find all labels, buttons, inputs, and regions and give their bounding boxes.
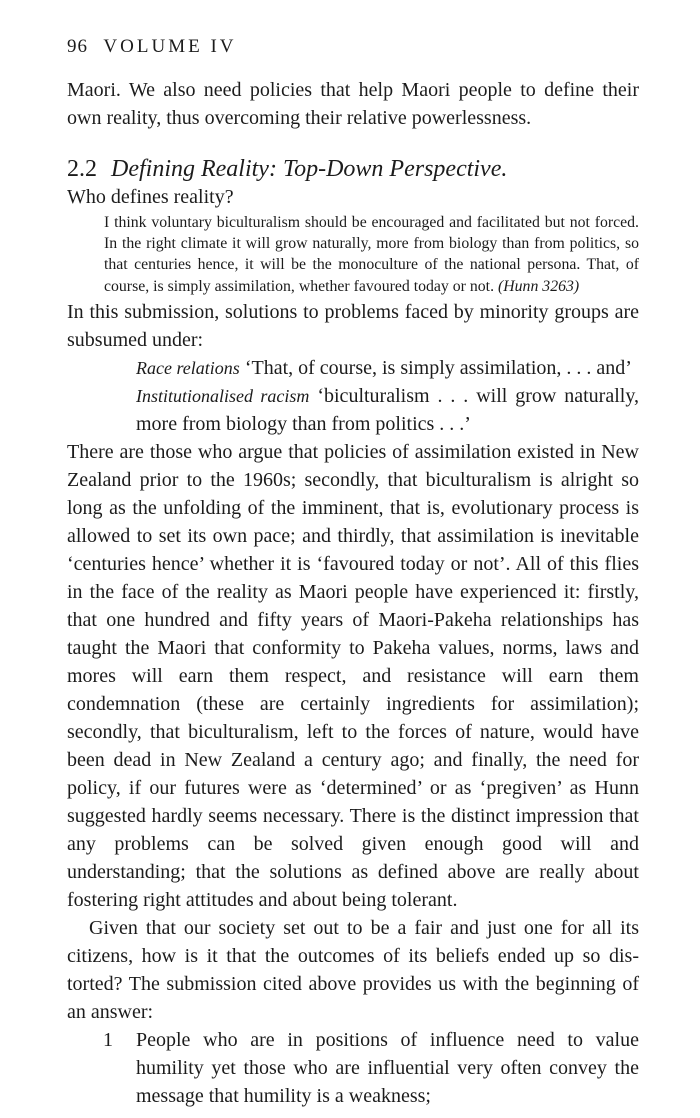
- main-paragraph: There are those who argue that policies of assimilation existed in New Zealand prior to the 1960s; secondly, that biculturalism is alright so long as the unfolding of the imminent, that is, evolutionary process is allowed to set its own pace; and thirdly, that assimilation is inevitable ‘centuries hence’ whether it is ‘favoured today or not’. All of this flies in the face of the reality as Maori people have experienced it: firstly, that one hundred and fifty years of Maori-Pakeha relationships has taught the Maori that conformity to Pakeha values, norms, laws and mores will earn them respect, and resistance will earn them condemnation (these are certainly ingredients for assimilation); secondly, that biculturalism, left to the forces of nature, would have been dead in New Zealand a century ago; and finally, the need for policy, if our futures were as ‘determined’ or as ‘pregiven’ as Hunn suggested hardly seems necessary. There is the distinct impression that any problems can be solved given enough good will and understanding; that the solutions as defined above are really about fostering right attitudes and about being tolerant.: [67, 440, 639, 911]
- block-quote: [104, 212, 639, 297]
- page-number: 96: [67, 36, 88, 57]
- quote-text: I think voluntary biculturalism should be encouraged and facilitated but not forced. In the right climate it will grow naturally, more from biology than from politics, so that centuries hence, it will be the monoculture of the national persona. That, of course, is simply assimilation, whether favoured today or not.: [104, 214, 639, 295]
- list-item-number: 1: [103, 1028, 113, 1051]
- section-number: 2.2: [67, 156, 97, 182]
- section-title: Defining Reality: Top-Down Perspective.: [111, 156, 508, 182]
- item-term: Race relations: [136, 357, 240, 378]
- second-paragraph: Given that our society set out to be a fair and just one for all its citizens, how is it that the outcomes of its beliefs ended up so distorted? The submission cited above provides us with the beginning of an answer:: [67, 916, 639, 1023]
- quote-citation: (Hunn 3263): [497, 277, 580, 295]
- opening-paragraph: Maori. We also need policies that help Maori people to define their own reality, thus overcoming their relative powerlessness.: [67, 79, 639, 129]
- question-line: Who defines reality?: [67, 186, 234, 208]
- item-term: Institutionalised racism: [136, 385, 310, 406]
- book-page: [67, 34, 639, 1110]
- item-text: ‘That, of course, is simply assimilation, . . . and’: [244, 356, 632, 379]
- intro-line: In this submission, solutions to problems faced by minority groups are subsumed under:: [67, 300, 639, 351]
- running-title: VOLUME IV: [103, 36, 237, 57]
- section-heading: [67, 155, 639, 183]
- running-header: [67, 34, 639, 60]
- list-item-text: People who are in positions of influence need to value humility yet those who are influential very often convey the message that humility is a weakness;: [136, 1028, 639, 1107]
- list-item-race-relations: [136, 354, 639, 382]
- numbered-list-item: [103, 1026, 639, 1110]
- item-text: ‘biculturalism . . . will grow naturally, more from biology than from politics . . .’: [136, 384, 640, 435]
- list-item-institutionalised-racism: [136, 382, 639, 438]
